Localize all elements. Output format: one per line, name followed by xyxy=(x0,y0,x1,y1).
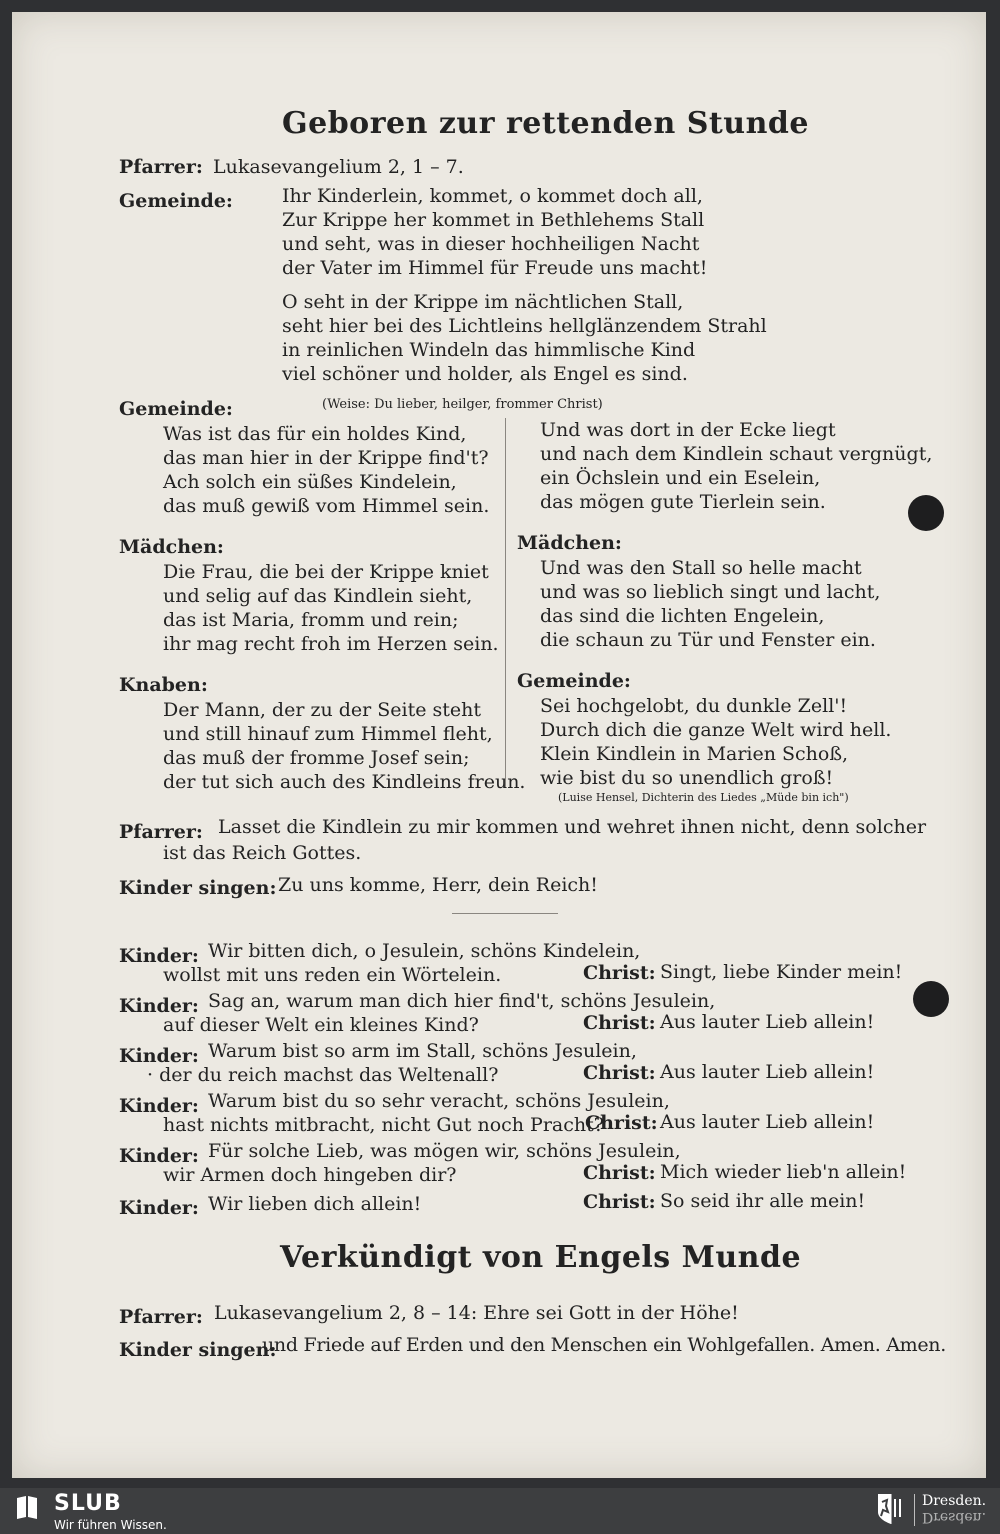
verse-line: das sind die lichten Engelein, xyxy=(540,605,825,627)
speaker-label-kinder: Kinder: xyxy=(119,1197,199,1219)
speaker-label-maedchen: Mädchen: xyxy=(517,532,622,554)
dialogue-line: wollst mit uns reden ein Wörtelein. xyxy=(163,964,502,986)
punch-hole xyxy=(908,495,944,531)
christ-reply: Mich wieder lieb'n allein! xyxy=(660,1161,907,1183)
section-title: Verkündigt von Engels Munde xyxy=(280,1240,802,1275)
verse-line: das muß der fromme Josef sein; xyxy=(163,747,470,769)
verse-line: wie bist du so unendlich groß! xyxy=(540,767,834,789)
verse-line: die schaun zu Tür und Fenster ein. xyxy=(540,629,876,651)
slub-tagline: Wir führen Wissen. xyxy=(54,1518,167,1532)
verse-line: das mögen gute Tierlein sein. xyxy=(540,491,826,513)
speaker-label-knaben: Knaben: xyxy=(119,674,208,696)
speaker-label-pfarrer: Pfarrer: xyxy=(119,1306,203,1328)
speaker-label-maedchen: Mädchen: xyxy=(119,536,224,558)
dialogue-line: wir Armen doch hingeben dir? xyxy=(163,1164,457,1186)
dialogue-line: Warum bist du so sehr veracht, schöns Jesulein, xyxy=(208,1090,670,1112)
verse-line: der tut sich auch des Kindleins freun. xyxy=(163,771,526,793)
dialogue-line: Wir lieben dich allein! xyxy=(208,1193,422,1215)
verse-line: und seht, was in dieser hochheiligen Nacht xyxy=(282,233,700,255)
christ-reply: Aus lauter Lieb allein! xyxy=(660,1061,875,1083)
christ-reply: Singt, liebe Kinder mein! xyxy=(660,961,903,983)
verse-line: Die Frau, die bei der Krippe kniet xyxy=(163,561,489,583)
speaker-label-kinder: Kinder: xyxy=(119,1045,199,1067)
dialogue-line: Für solche Lieb, was mögen wir, schöns Jesulein, xyxy=(208,1140,681,1162)
speaker-label-kinder-singen: Kinder singen: xyxy=(119,877,277,899)
verse-line: Was ist das für ein holdes Kind, xyxy=(163,423,467,445)
sung-line: Zu uns komme, Herr, dein Reich! xyxy=(278,874,598,896)
speaker-label-kinder: Kinder: xyxy=(119,945,199,967)
verse-line: Sei hochgelobt, du dunkle Zell'! xyxy=(540,695,848,717)
verse-line: Der Mann, der zu der Seite steht xyxy=(163,699,482,721)
scripture-line: Lasset die Kindlein zu mir kommen und wehret ihnen nicht, denn solcher xyxy=(218,816,927,838)
verse-line: das man hier in der Krippe find't? xyxy=(163,447,489,469)
footer-separator xyxy=(914,1494,915,1526)
sung-line: und Friede auf Erden und den Menschen ein Wohlgefallen. Amen. Amen. xyxy=(262,1334,946,1356)
speaker-label-christ: Christ: xyxy=(583,1191,656,1213)
dialogue-line: auf dieser Welt ein kleines Kind? xyxy=(163,1014,479,1036)
section-title: Geboren zur rettenden Stunde xyxy=(282,106,809,141)
dresden-logo-reflection: Dresden. xyxy=(922,1509,987,1525)
speaker-label-pfarrer: Pfarrer: xyxy=(119,156,203,178)
verse-line: und still hinauf zum Himmel fleht, xyxy=(163,723,493,745)
verse-line: der Vater im Himmel für Freude uns macht! xyxy=(282,257,708,279)
verse-line: O seht in der Krippe im nächtlichen Stall, xyxy=(282,291,684,313)
slub-book-icon xyxy=(14,1494,40,1520)
scripture-line: ist das Reich Gottes. xyxy=(163,842,362,864)
christ-reply: So seid ihr alle mein! xyxy=(660,1190,866,1212)
speaker-label-kinder: Kinder: xyxy=(119,1095,199,1117)
verse-line: viel schöner und holder, als Engel es sind. xyxy=(282,363,688,385)
section-divider xyxy=(452,913,558,914)
dialogue-line: hast nichts mitbracht, nicht Gut noch Pracht? xyxy=(163,1114,604,1136)
speaker-label-kinder: Kinder: xyxy=(119,995,199,1017)
verse-line: Ach solch ein süßes Kindelein, xyxy=(163,471,457,493)
verse-line: und selig auf das Kindlein sieht, xyxy=(163,585,473,607)
dresden-logo-text[interactable]: Dresden. xyxy=(922,1493,987,1509)
slub-logo-text[interactable]: SLUB xyxy=(54,1491,122,1516)
speaker-label-christ: Christ: xyxy=(583,1012,656,1034)
speaker-label-pfarrer: Pfarrer: xyxy=(119,821,203,843)
speaker-label-gemeinde: Gemeinde: xyxy=(119,398,233,420)
speaker-label-kinder: Kinder: xyxy=(119,1145,199,1167)
author-credit: (Luise Hensel, Dichterin des Liedes „Müde bin ich") xyxy=(558,791,849,804)
verse-line: Zur Krippe her kommet in Bethlehems Stall xyxy=(282,209,705,231)
verse-line: Und was dort in der Ecke liegt xyxy=(540,419,836,441)
speaker-label-gemeinde: Gemeinde: xyxy=(119,190,233,212)
verse-line: und was so lieblich singt und lacht, xyxy=(540,581,881,603)
speaker-label-christ: Christ: xyxy=(583,1062,656,1084)
column-divider xyxy=(505,418,506,788)
dialogue-line: Wir bitten dich, o Jesulein, schöns Kindelein, xyxy=(208,940,641,962)
reading-reference: Lukasevangelium 2, 1 – 7. xyxy=(213,156,464,178)
melody-note: (Weise: Du lieber, heilger, frommer Christ) xyxy=(322,397,603,412)
christ-reply: Aus lauter Lieb allein! xyxy=(660,1111,875,1133)
verse-line: Klein Kindlein in Marien Schoß, xyxy=(540,743,849,765)
verse-line: und nach dem Kindlein schaut vergnügt, xyxy=(540,443,933,465)
dialogue-line: Warum bist so arm im Stall, schöns Jesulein, xyxy=(208,1040,637,1062)
speaker-label-christ: Christ: xyxy=(585,1112,658,1134)
verse-line: seht hier bei des Lichtleins hellglänzendem Strahl xyxy=(282,315,767,337)
verse-line: das muß gewiß vom Himmel sein. xyxy=(163,495,490,517)
dialogue-line: · der du reich machst das Weltenall? xyxy=(147,1064,499,1086)
verse-line: Und was den Stall so helle macht xyxy=(540,557,862,579)
speaker-label-gemeinde: Gemeinde: xyxy=(517,670,631,692)
verse-line: das ist Maria, fromm und rein; xyxy=(163,609,459,631)
verse-line: Durch dich die ganze Welt wird hell. xyxy=(540,719,892,741)
punch-hole xyxy=(913,981,949,1017)
speaker-label-kinder-singen: Kinder singen: xyxy=(119,1339,277,1361)
verse-line: ein Öchslein und ein Eselein, xyxy=(540,467,821,489)
speaker-label-christ: Christ: xyxy=(583,962,656,984)
dialogue-line: Sag an, warum man dich hier find't, schöns Jesulein, xyxy=(208,990,716,1012)
verse-line: Ihr Kinderlein, kommet, o kommet doch all, xyxy=(282,185,703,207)
dresden-coat-of-arms-icon xyxy=(876,1492,906,1526)
verse-line: ihr mag recht froh im Herzen sein. xyxy=(163,633,499,655)
reading-reference: Lukasevangelium 2, 8 – 14: Ehre sei Gott in der Höhe! xyxy=(214,1302,739,1324)
speaker-label-christ: Christ: xyxy=(583,1162,656,1184)
christ-reply: Aus lauter Lieb allein! xyxy=(660,1011,875,1033)
verse-line: in reinlichen Windeln das himmlische Kind xyxy=(282,339,696,361)
